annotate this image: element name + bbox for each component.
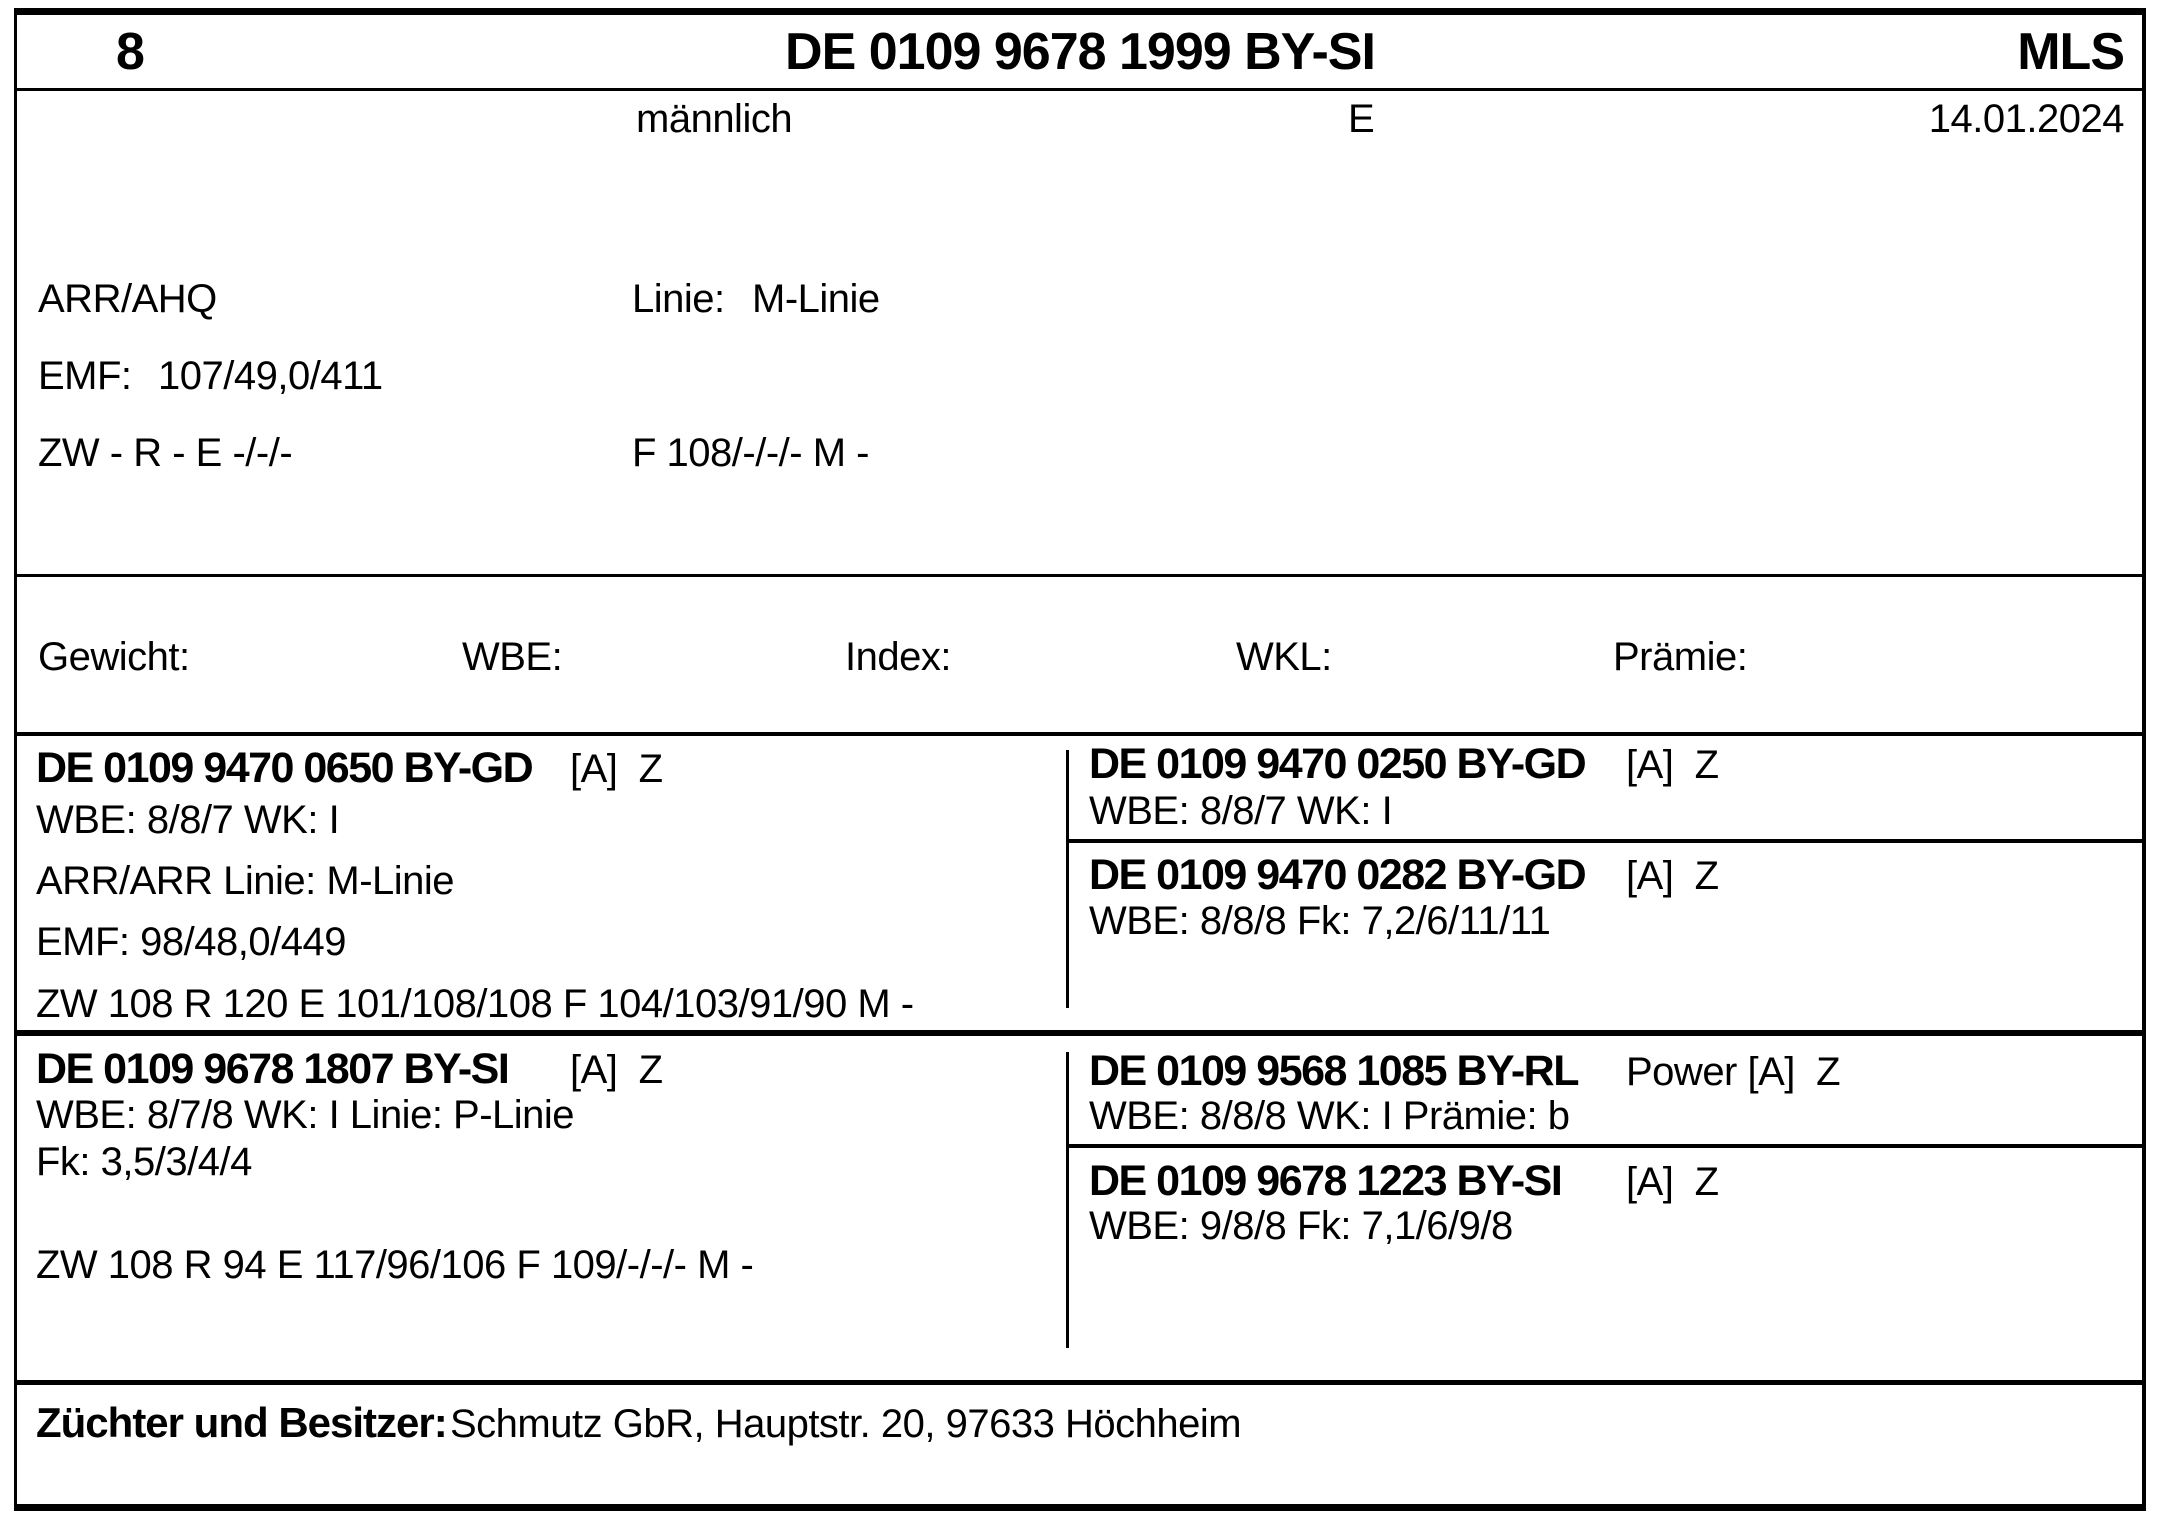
header-divider-line bbox=[14, 88, 2146, 91]
sires-dam-wbe: WBE: 8/8/8 Fk: 7,2/6/11/11 bbox=[1089, 899, 1551, 943]
sex-value: männlich bbox=[636, 97, 793, 141]
pedigree-column-divider-top bbox=[1066, 750, 1069, 1008]
dam-id: DE 0109 9678 1807 BY-SI bbox=[36, 1045, 509, 1093]
sires-sire-wbe: WBE: 8/8/7 WK: I bbox=[1089, 789, 1393, 833]
sires-dam-badge: [A] Z bbox=[1626, 854, 1719, 898]
line-value: M-Linie bbox=[752, 277, 880, 321]
emf-label: EMF: bbox=[38, 354, 132, 398]
dam-zw: ZW 108 R 94 E 117/96/106 F 109/-/-/- M - bbox=[36, 1243, 754, 1287]
dam-wbe: WBE: 8/7/8 WK: I Linie: P-Linie bbox=[36, 1093, 575, 1137]
dam-badge: [A] Z bbox=[570, 1048, 663, 1092]
sire-id: DE 0109 9470 0650 BY-GD bbox=[36, 744, 533, 792]
column-label-index: Index: bbox=[845, 635, 951, 679]
sire-emf: EMF: 98/48,0/449 bbox=[36, 920, 346, 964]
sires-dam-id: DE 0109 9470 0282 BY-GD bbox=[1089, 851, 1586, 899]
dams-dam-id: DE 0109 9678 1223 BY-SI bbox=[1089, 1157, 1562, 1205]
pedigree-column-divider-bottom bbox=[1066, 1052, 1069, 1348]
catalog-number: 8 bbox=[116, 23, 144, 81]
dams-sire-wbe: WBE: 8/8/8 WK: I Prämie: b bbox=[1089, 1094, 1570, 1138]
measurements-bottom-line bbox=[14, 732, 2146, 736]
date-value: 14.01.2024 bbox=[1928, 97, 2124, 141]
sires-sire-id: DE 0109 9470 0250 BY-GD bbox=[1089, 740, 1586, 788]
dams-sire-id: DE 0109 9568 1085 BY-RL bbox=[1089, 1047, 1578, 1095]
footer-divider-line bbox=[14, 1380, 2146, 1385]
emf-value: 107/49,0/411 bbox=[158, 354, 383, 398]
column-label-wbe: WBE: bbox=[462, 635, 563, 679]
sires-ancestors-separator-line bbox=[1068, 839, 2146, 843]
breeder-owner-label: Züchter und Besitzer: bbox=[36, 1399, 447, 1446]
dams-dam-badge: [A] Z bbox=[1626, 1160, 1719, 1204]
f-summary: F 108/-/-/- M - bbox=[632, 431, 869, 475]
sire-badge: [A] Z bbox=[570, 747, 663, 791]
zw-summary: ZW - R - E -/-/- bbox=[38, 431, 293, 475]
pedigree-row-divider-line bbox=[14, 1030, 2146, 1036]
dams-ancestors-separator-line bbox=[1068, 1144, 2146, 1148]
breeder-owner-value: Schmutz GbR, Hauptstr. 20, 97633 Höchheim bbox=[450, 1402, 1242, 1446]
genotype-value: ARR/AHQ bbox=[38, 277, 217, 321]
animal-id-title: DE 0109 9678 1999 BY-SI bbox=[785, 23, 1375, 81]
sires-sire-badge: [A] Z bbox=[1626, 743, 1719, 787]
org-code: MLS bbox=[2017, 23, 2124, 81]
column-label-wkl: WKL: bbox=[1236, 635, 1332, 679]
measurements-top-line bbox=[14, 574, 2146, 577]
dam-fk: Fk: 3,5/3/4/4 bbox=[36, 1140, 252, 1184]
column-label-gewicht: Gewicht: bbox=[38, 635, 190, 679]
dams-dam-wbe: WBE: 9/8/8 Fk: 7,1/6/9/8 bbox=[1089, 1204, 1513, 1248]
class-value: E bbox=[1348, 97, 1375, 141]
line-label: Linie: bbox=[632, 277, 725, 321]
sire-genotype-line: ARR/ARR Linie: M-Linie bbox=[36, 859, 455, 903]
sire-zw: ZW 108 R 120 E 101/108/108 F 104/103/91/90 M - bbox=[36, 982, 914, 1026]
column-label-praemie: Prämie: bbox=[1613, 635, 1748, 679]
dams-sire-badge: Power [A] Z bbox=[1626, 1050, 1841, 1094]
sire-wbe: WBE: 8/8/7 WK: I bbox=[36, 798, 340, 842]
